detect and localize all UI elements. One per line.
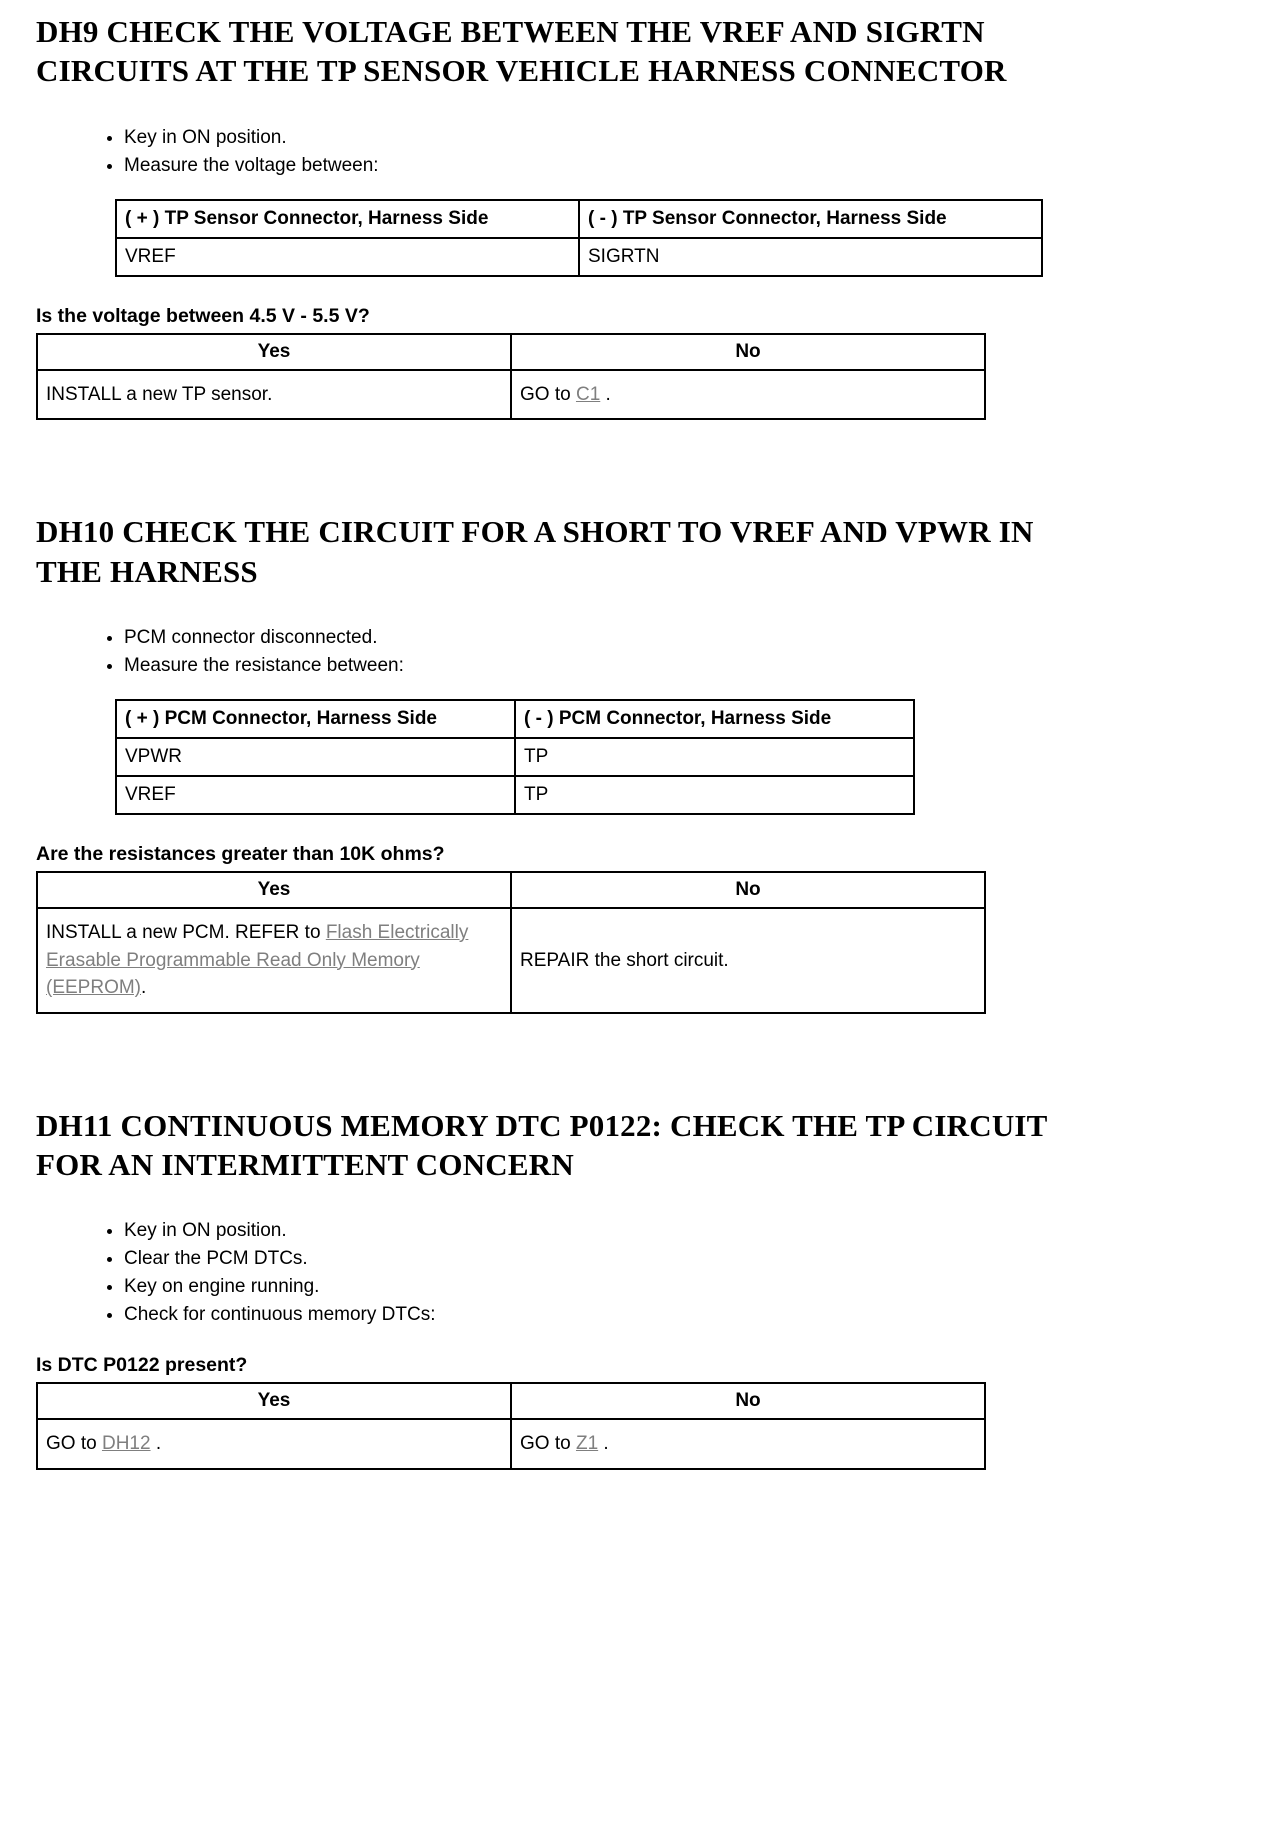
- link-eeprom[interactable]: Flash Electrically Erasable Programmable Read Only Memory (EEPROM): [46, 921, 469, 999]
- cell-text: REPAIR the short circuit.: [520, 949, 729, 971]
- yes-cell: [37, 908, 511, 1013]
- dh9-decision-table: [36, 333, 986, 421]
- link-dh12[interactable]: DH12: [101, 1433, 151, 1455]
- section-dh10: [36, 512, 1244, 1013]
- table-header-row: [37, 334, 985, 370]
- bullet-item: • Measure the resistance between:: [124, 655, 1244, 677]
- dh11-question: Is DTC P0122 present?: [36, 1354, 248, 1377]
- bullet-item: • Key on engine running.: [124, 1276, 1244, 1298]
- table-header-cell: ( - ) TP Sensor Connector, Harness Side: [579, 200, 1042, 238]
- table-row: [37, 370, 985, 420]
- table-row: [116, 238, 1042, 276]
- table-row: [37, 1419, 985, 1469]
- yes-header-cell: Yes: [37, 1383, 511, 1419]
- table-row: [116, 776, 914, 814]
- dh10-measurement-table: [115, 699, 915, 815]
- dh9-question: Is the voltage between 4.5 V - 5.5 V?: [36, 304, 370, 327]
- dh10-bullet-list: [36, 627, 1244, 677]
- section-dh11-heading: DH11 CONTINUOUS MEMORY DTC P0122: CHECK THE TP CIRCUIT FOR AN INTERMITTENT CONCERN: [36, 1107, 1048, 1182]
- table-row: [116, 738, 914, 776]
- bullet-item: • Key in ON position.: [124, 1220, 1244, 1242]
- no-header-cell: No: [511, 872, 985, 908]
- cell-text: .: [598, 1433, 609, 1455]
- dh11-decision-table: [36, 1382, 986, 1470]
- no-cell: [511, 1419, 985, 1469]
- table-cell: VPWR: [116, 738, 515, 776]
- table-cell: TP: [515, 738, 914, 776]
- bullet-item: • Clear the PCM DTCs.: [124, 1248, 1244, 1270]
- cell-text: .: [141, 977, 147, 999]
- table-header-row: [116, 700, 914, 738]
- dh9-measurement-table: [115, 199, 1043, 277]
- table-header-row: [37, 872, 985, 908]
- cell-text: GO to: [520, 1433, 576, 1455]
- table-header-row: [116, 200, 1042, 238]
- cell-text: .: [150, 1433, 162, 1455]
- section-dh9: [36, 12, 1244, 420]
- table-header-cell: ( + ) PCM Connector, Harness Side: [116, 700, 515, 738]
- section-dh10-heading: DH10 CHECK THE CIRCUIT FOR A SHORT TO VREF AND VPWR IN THE HARNESS: [36, 514, 1034, 589]
- bullet-item: • PCM connector disconnected.: [124, 627, 1244, 649]
- no-cell: [511, 370, 985, 420]
- dh9-bullet-list: [36, 127, 1244, 177]
- cell-text: INSTALL a new TP sensor.: [46, 383, 273, 405]
- dh11-bullet-list: [36, 1220, 1244, 1326]
- cell-text: .: [600, 383, 611, 405]
- link-z1[interactable]: Z1: [575, 1433, 599, 1455]
- cell-text: INSTALL a new PCM. REFER to: [46, 921, 326, 943]
- dh10-question: Are the resistances greater than 10K ohms?: [36, 842, 445, 865]
- yes-cell: [37, 370, 511, 420]
- table-cell: TP: [515, 776, 914, 814]
- dh10-decision-table: [36, 871, 986, 1014]
- yes-cell: [37, 1419, 511, 1469]
- table-cell: VREF: [116, 238, 579, 276]
- cell-text: GO to: [520, 383, 576, 405]
- table-header-row: [37, 1383, 985, 1419]
- bullet-item: • Key in ON position.: [124, 127, 1244, 149]
- table-header-cell: ( - ) PCM Connector, Harness Side: [515, 700, 914, 738]
- no-header-cell: No: [511, 1383, 985, 1419]
- section-dh11: [36, 1106, 1244, 1470]
- cell-text: GO to: [46, 1433, 102, 1455]
- section-dh9-heading: DH9 CHECK THE VOLTAGE BETWEEN THE VREF AND SIGRTN CIRCUITS AT THE TP SENSOR VEHICLE HARNESS CONNECTOR: [36, 14, 1007, 89]
- no-cell: [511, 908, 985, 1013]
- yes-header-cell: Yes: [37, 872, 511, 908]
- bullet-item: • Check for continuous memory DTCs:: [124, 1304, 1244, 1326]
- yes-header-cell: Yes: [37, 334, 511, 370]
- table-header-cell: ( + ) TP Sensor Connector, Harness Side: [116, 200, 579, 238]
- no-header-cell: No: [511, 334, 985, 370]
- table-cell: SIGRTN: [579, 238, 1042, 276]
- table-cell: VREF: [116, 776, 515, 814]
- table-row: [37, 908, 985, 1013]
- bullet-item: • Measure the voltage between:: [124, 155, 1244, 177]
- link-c1[interactable]: C1: [575, 383, 601, 405]
